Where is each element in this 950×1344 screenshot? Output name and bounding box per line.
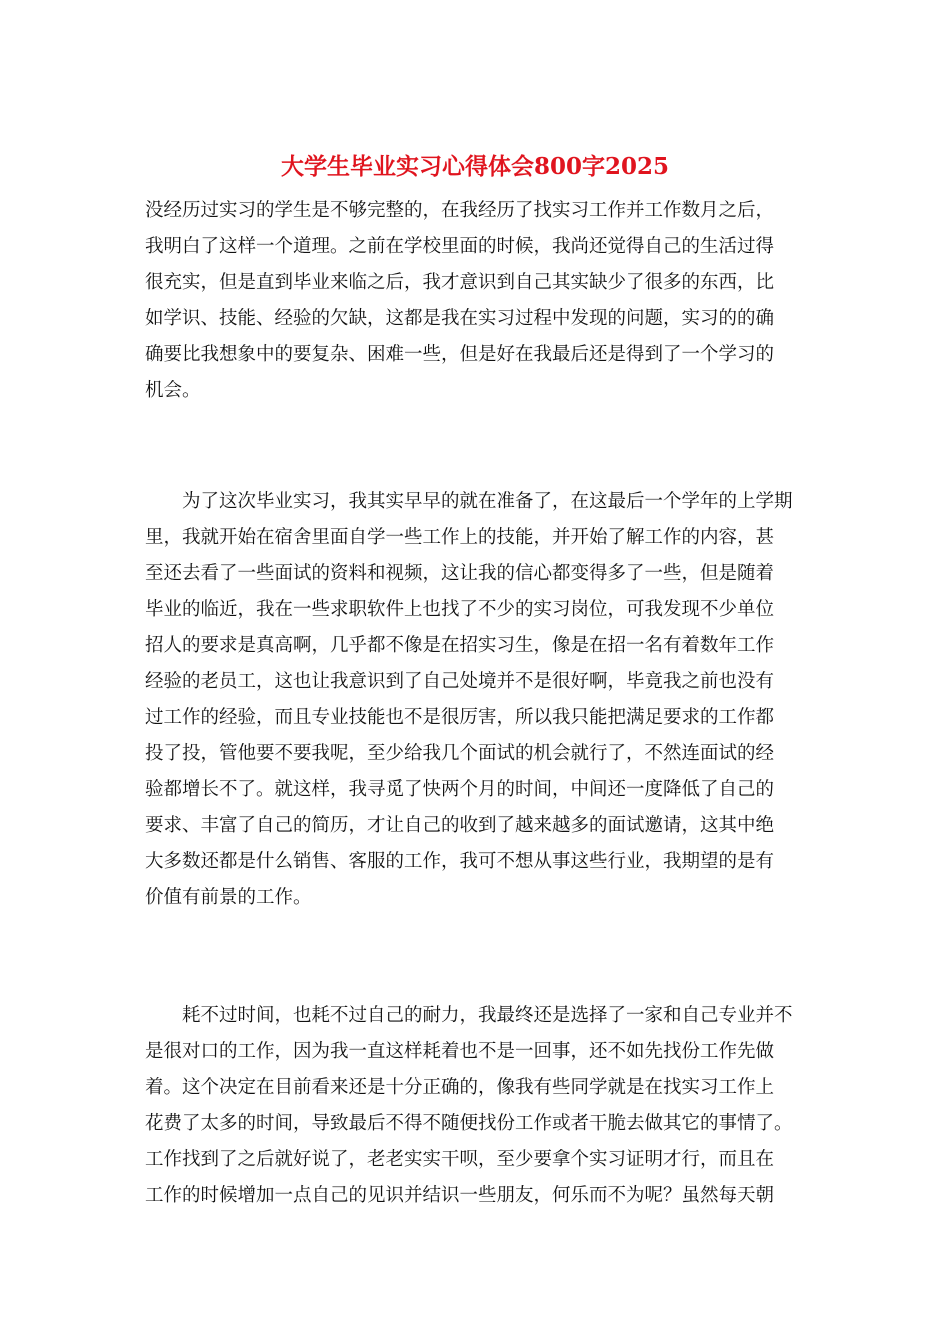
paragraph-line: 至还去看了一些面试的资料和视频，这让我的信心都变得多了一些，但是随着	[145, 563, 775, 584]
paragraph-line: 耗不过时间，也耗不过自己的耐力，我最终还是选择了一家和自己专业并不	[145, 1005, 793, 1026]
paragraph-line: 我明白了这样一个道理。之前在学校里面的时候，我尚还觉得自己的生活过得	[145, 236, 775, 257]
document-title: 大学生毕业实习心得体会800字2025	[280, 153, 670, 180]
paragraph-line: 过工作的经验，而且专业技能也不是很厉害，所以我只能把满足要求的工作都	[145, 707, 775, 728]
paragraph-line: 价值有前景的工作。	[145, 887, 312, 908]
paragraph-1	[145, 193, 809, 409]
paragraph-line: 招人的要求是真高啊，几乎都不像是在招实习生，像是在招一名有着数年工作	[145, 635, 775, 656]
paragraph-line: 里，我就开始在宿舍里面自学一些工作上的技能，并开始了解工作的内容，甚	[145, 527, 775, 548]
paragraph-line: 花费了太多的时间，导致最后不得不随便找份工作或者干脆去做其它的事情了。	[145, 1113, 793, 1134]
paragraph-3	[145, 998, 809, 1214]
paragraph-line: 没经历过实习的学生是不够完整的，在我经历了找实习工作并工作数月之后，	[145, 200, 775, 221]
paragraph-line: 机会。	[145, 380, 201, 401]
paragraph-line: 投了投，管他要不要我呢，至少给我几个面试的机会就行了，不然连面试的经	[145, 743, 775, 764]
paragraph-2	[145, 484, 809, 916]
paragraph-line: 工作找到了之后就好说了，老老实实干呗，至少要拿个实习证明才行，而且在	[145, 1149, 775, 1170]
paragraph-line: 工作的时候增加一点自己的见识并结识一些朋友，何乐而不为呢？虽然每天朝	[145, 1185, 775, 1206]
paragraph-line: 要求、丰富了自己的简历，才让自己的收到了越来越多的面试邀请，这其中绝	[145, 815, 775, 836]
paragraph-line: 是很对口的工作，因为我一直这样耗着也不是一回事，还不如先找份工作先做	[145, 1041, 775, 1062]
paragraph-line: 经验的老员工，这也让我意识到了自己处境并不是很好啊，毕竟我之前也没有	[145, 671, 775, 692]
paragraph-line: 验都增长不了。就这样，我寻觅了快两个月的时间，中间还一度降低了自己的	[145, 779, 775, 800]
paragraph-line: 着。这个决定在目前看来还是十分正确的，像我有些同学就是在找实习工作上	[145, 1077, 775, 1098]
paragraph-line: 大多数还都是什么销售、客服的工作，我可不想从事这些行业，我期望的是有	[145, 851, 775, 872]
paragraph-line: 很充实，但是直到毕业来临之后，我才意识到自己其实缺少了很多的东西，比	[145, 272, 775, 293]
paragraph-line: 确要比我想象中的要复杂、困难一些，但是好在我最后还是得到了一个学习的	[145, 344, 775, 365]
paragraph-line: 如学识、技能、经验的欠缺，这都是我在实习过程中发现的问题，实习的的确	[145, 308, 775, 329]
paragraph-line: 毕业的临近，我在一些求职软件上也找了不少的实习岗位，可我发现不少单位	[145, 599, 775, 620]
paragraph-line: 为了这次毕业实习，我其实早早的就在准备了，在这最后一个学年的上学期	[145, 491, 793, 512]
